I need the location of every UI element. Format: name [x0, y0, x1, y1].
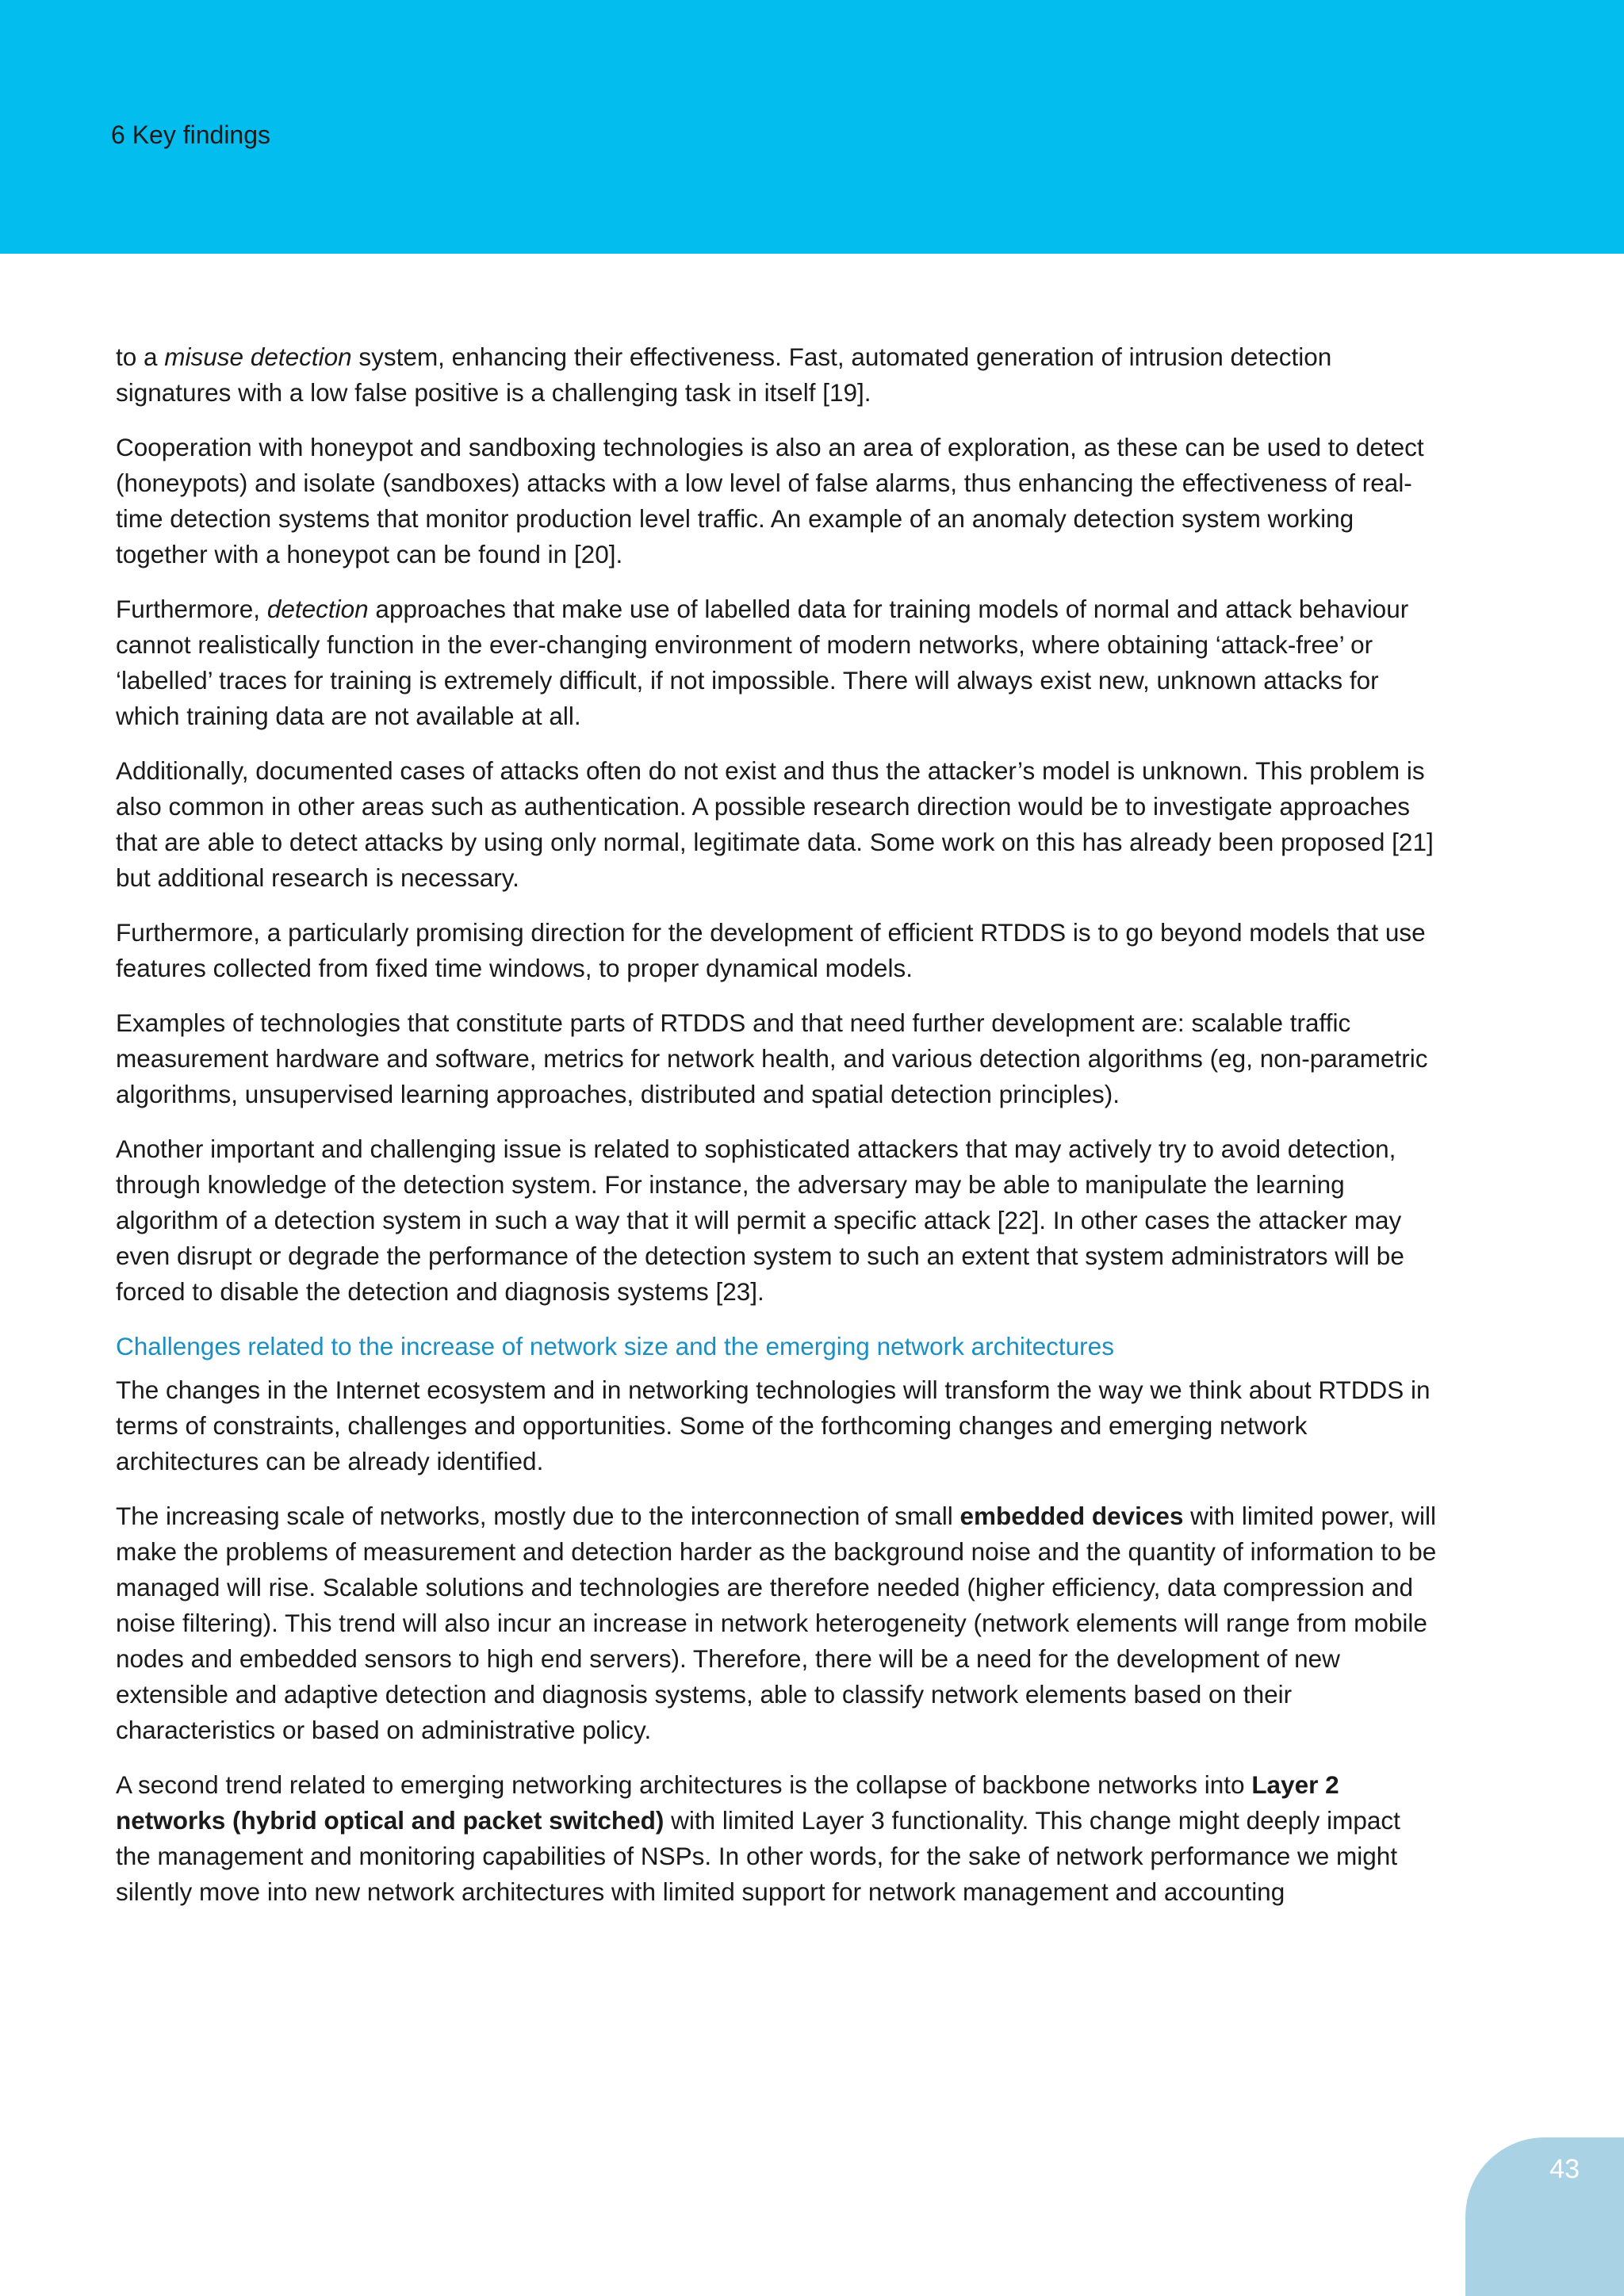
paragraph-text: approaches that make use of labelled data for training models of normal and attack behaviour cannot realistically function in the ever-changing environment of modern networks, where obtaining ‘attack-free’ or ‘labelled’ traces for training is extremely difficult, if not impossible. There will always exist new, unknown attacks for which training data are not available at all. — [116, 595, 1409, 730]
section-subheading: Challenges related to the increase of network size and the emerging network architectures — [116, 1332, 1114, 1360]
paragraph-text: with limited power, will make the problems of measurement and detection harder as the background noise and the quantity of information to be managed will rise. Scalable solutions and technologies are therefore needed (higher efficiency, data compression and noise filtering). This trend will also incur an increase in network heterogeneity (network elements will range from mobile nodes and embedded sensors to high end servers). Therefore, there will be a need for the development of new extensible and adaptive detection and diagnosis systems, able to classify network elements based on their characteristics or based on administrative policy. — [116, 1502, 1437, 1744]
paragraph: Another important and challenging issue is related to sophisticated attackers that may actively try to avoid detection, through knowledge of the detection system. For instance, the adversary may be able to manipulate the learning algorithm of a detection system in such a way that it will permit a specific attack [22]. In other cases the attacker may even disrupt or degrade the performance of the detection system to such an extent that system administrators will be forced to disable the detection and diagnosis systems [23]. — [116, 1135, 1404, 1306]
italic-term: detection — [266, 595, 369, 623]
paragraph: Examples of technologies that constitute parts of RTDDS and that need further development are: scalable traffic measurement hardware and software, metrics for network health, and various detection algorithms (eg, non-parametric algorithms, unsupervised learning approaches, distributed and spatial detection principles). — [116, 1008, 1428, 1108]
paragraph: Additionally, documented cases of attacks often do not exist and thus the attacker’s model is unknown. This problem is also common in other areas such as authentication. A possible research direction would be to investigate approaches that are able to detect attacks by using only normal, legitimate data. Some work on this has already been proposed [21] but additional research is necessary. — [116, 756, 1434, 892]
paragraph: Cooperation with honeypot and sandboxing technologies is also an area of exploration, as these can be used to detect (honeypots) and isolate (sandboxes) attacks with a low level of false alarms, thus enhancing the effectiveness of real-time detection systems that monitor production level traffic. An example of an anomaly detection system working together with a honeypot can be found in [20]. — [116, 433, 1424, 568]
paragraph-text: system, enhancing their effectiveness. Fast, automated generation of intrusion detection signatures with a low false positive is a challenging task in itself [19]. — [116, 342, 1332, 407]
bold-term: Layer 2 networks (hybrid optical and packet switched) — [116, 1770, 1339, 1835]
page-number-tab — [1465, 2137, 1624, 2296]
paragraph — [116, 339, 1440, 411]
bold-term: embedded devices — [959, 1502, 1184, 1530]
paragraph-text: A second trend related to emerging networking architectures is the collapse of backbone networks into — [116, 1770, 1252, 1799]
paragraph-text: with limited Layer 3 functionality. This change might deeply impact the management and monitoring capabilities of NSPs. In other words, for the sake of network performance we might silently move into new network architectures with limited support for network management and accounting — [116, 1806, 1400, 1906]
paragraph-text: The increasing scale of networks, mostly due to the interconnection of small — [116, 1502, 960, 1530]
page-number: 43 — [1549, 2154, 1580, 2184]
italic-term: misuse detection — [164, 342, 352, 371]
paragraph: Furthermore, a particularly promising direction for the development of efficient RTDDS is to go beyond models that use features collected from fixed time windows, to proper dynamical models. — [116, 918, 1426, 982]
section-label: 6 Key findings — [111, 121, 271, 149]
paragraph-text: Furthermore, — [116, 595, 267, 623]
paragraph — [116, 1767, 1440, 1910]
page-body — [116, 339, 1440, 1929]
paragraph — [116, 1498, 1440, 1748]
paragraph — [116, 591, 1440, 734]
paragraph-text: to a — [116, 342, 165, 371]
paragraph: The changes in the Internet ecosystem and in networking technologies will transform the way we think about RTDDS in terms of constraints, challenges and opportunities. Some of the forthcoming changes and emerging network architectures can be already identified. — [116, 1376, 1431, 1475]
